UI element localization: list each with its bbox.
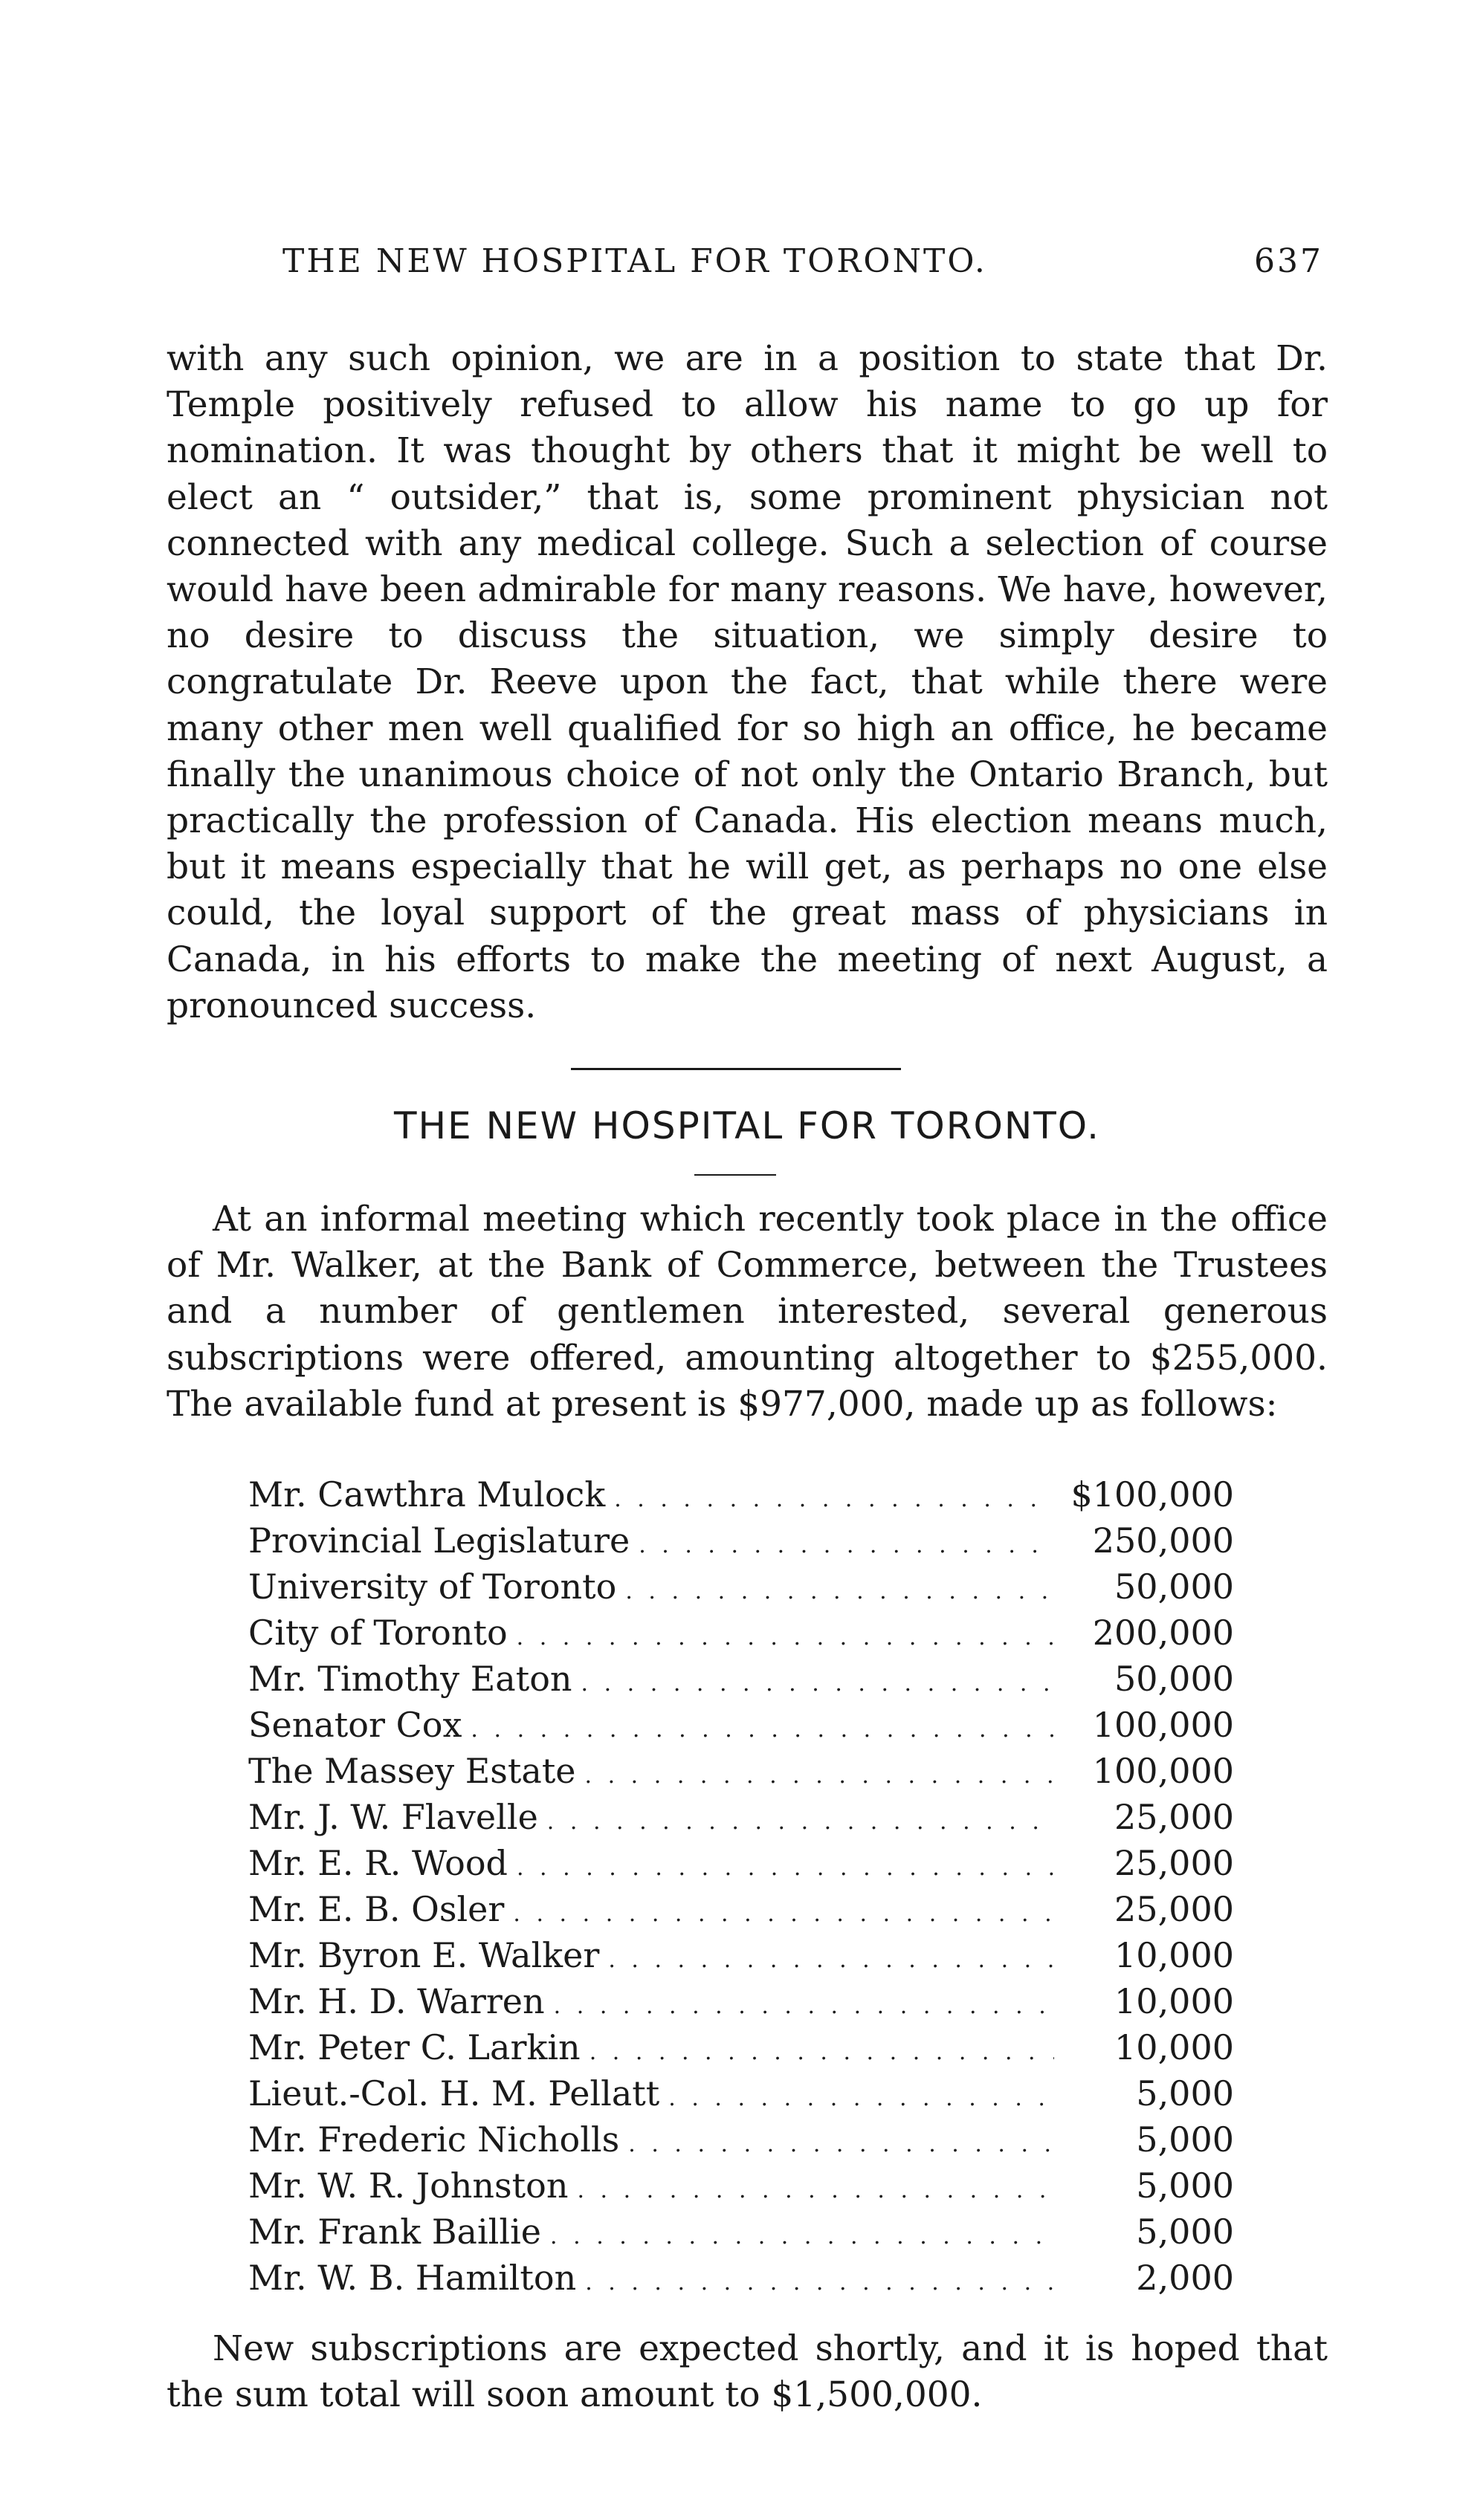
- subscription-amount: 5,000: [1136, 2119, 1234, 2160]
- subscriber-name: Mr. E. B. Osler: [248, 1889, 505, 1929]
- subscriber-name: Mr. Cawthra Mulock: [248, 1474, 606, 1515]
- subscription-row: [248, 1610, 1234, 1656]
- section-divider: [571, 1068, 901, 1070]
- subscriber-name: The Massey Estate: [248, 1751, 576, 1791]
- subscriber-name: Senator Cox: [248, 1705, 462, 1745]
- subscription-row: [248, 1702, 1234, 1748]
- dot-leader: [585, 2260, 1054, 2306]
- dot-leader: [668, 2076, 1054, 2122]
- subscription-row: [248, 2116, 1234, 2163]
- subscription-list: [248, 1471, 1234, 2301]
- subscription-row: [248, 2163, 1234, 2209]
- subscription-amount: $100,000: [1070, 1474, 1234, 1515]
- dot-leader: [585, 1753, 1054, 1799]
- subscription-amount: 5,000: [1136, 2166, 1234, 2206]
- meeting-paragraph: At an informal meeting which recently took place in the office of Mr. Walker, at the Bank of Commerce, between the Trustees and a number of gentlemen interested, several generous subscriptions were offered, amounting altogether to $255,000. The available fund at present is $977,000, made up as follows:: [167, 1199, 1328, 1425]
- dot-leader: [614, 1477, 1054, 1523]
- subscription-amount: 250,000: [1092, 1520, 1234, 1561]
- dot-leader: [550, 2214, 1054, 2260]
- subscription-row: [248, 1840, 1234, 1886]
- subscription-row: [248, 1564, 1234, 1610]
- subscription-row: [248, 2255, 1234, 2301]
- dot-leader: [554, 1983, 1054, 2030]
- dot-leader: [628, 2122, 1054, 2168]
- subscription-amount: 200,000: [1092, 1613, 1234, 1653]
- dot-leader: [547, 1799, 1054, 1845]
- dot-leader: [577, 2168, 1054, 2214]
- title-underline: [694, 1174, 776, 1176]
- subscriber-name: University of Toronto: [248, 1567, 617, 1607]
- subscriber-name: Mr. Byron E. Walker: [248, 1935, 600, 1975]
- subscriber-name: Mr. Peter C. Larkin: [248, 2027, 581, 2067]
- page-number: 637: [1254, 242, 1323, 280]
- dot-leader: [608, 1937, 1054, 1983]
- section-title: THE NEW HOSPITAL FOR TORONTO.: [393, 1104, 1101, 1147]
- subscription-row: [248, 1748, 1234, 1794]
- subscription-amount: 2,000: [1136, 2258, 1234, 2298]
- subscriber-name: Mr. Frederic Nicholls: [248, 2119, 620, 2160]
- subscriber-name: Mr. E. R. Wood: [248, 1843, 508, 1883]
- dot-leader: [581, 1661, 1054, 1707]
- dot-leader: [517, 1845, 1054, 1891]
- dot-leader: [639, 1523, 1054, 1569]
- subscription-amount: 5,000: [1136, 2212, 1234, 2252]
- subscription-row: [248, 1932, 1234, 1978]
- subscriber-name: Mr. Frank Baillie: [248, 2212, 542, 2252]
- subscription-amount: 10,000: [1114, 2027, 1234, 2067]
- dot-leader: [590, 2030, 1054, 2076]
- subscription-row: [248, 2209, 1234, 2255]
- dot-leader: [517, 1615, 1054, 1661]
- dot-leader: [513, 1891, 1054, 1937]
- subscription-amount: 100,000: [1092, 1751, 1234, 1791]
- running-title: THE NEW HOSPITAL FOR TORONTO.: [282, 242, 987, 280]
- subscription-row: [248, 1656, 1234, 1702]
- subscription-amount: 100,000: [1092, 1705, 1234, 1745]
- dot-leader: [625, 1569, 1054, 1615]
- subscription-row: [248, 1886, 1234, 1932]
- subscription-amount: 10,000: [1114, 1981, 1234, 2021]
- subscription-amount: 25,000: [1114, 1797, 1234, 1837]
- subscriber-name: Provincial Legislature: [248, 1520, 630, 1561]
- subscription-row: [248, 1794, 1234, 1840]
- subscriber-name: Mr. J. W. Flavelle: [248, 1797, 538, 1837]
- subscription-amount: 25,000: [1114, 1889, 1234, 1929]
- subscription-row: [248, 2024, 1234, 2070]
- subscriber-name: Mr. H. D. Warren: [248, 1981, 545, 2021]
- dot-leader: [471, 1707, 1054, 1753]
- subscription-amount: 25,000: [1114, 1843, 1234, 1883]
- subscription-row: [248, 1517, 1234, 1564]
- subscription-row: [248, 1978, 1234, 2024]
- closing-paragraph: New subscriptions are expected shortly, and it is hoped that the sum total will soon amount to $1,500,000.: [167, 2328, 1328, 2416]
- subscriber-name: Mr. W. R. Johnston: [248, 2166, 569, 2206]
- subscriber-name: Lieut.-Col. H. M. Pellatt: [248, 2073, 660, 2114]
- subscription-amount: 50,000: [1114, 1567, 1234, 1607]
- subscription-row: [248, 2070, 1234, 2116]
- subscriber-name: Mr. Timothy Eaton: [248, 1659, 572, 1699]
- subscriber-name: City of Toronto: [248, 1613, 508, 1653]
- subscriber-name: Mr. W. B. Hamilton: [248, 2258, 577, 2298]
- subscription-row: [248, 1471, 1234, 1517]
- intro-paragraph: with any such opinion, we are in a position to state that Dr. Temple positively refused to allow his name to go up for nomination. It was thought by others that it might be well to elect an “ outsider,” that is, some prominent physician not connected with any medical college. Such a selection of course would have been admirable for many reasons. We have, however, no desire to discuss the situation, we simply desire to congratulate Dr. Reeve upon the fact, that while there were many other men well qualified for so high an office, he became finally the unanimous choice of not only the Ontario Branch, but practically the profession of Canada. His election means much, but it means especially that he will get, as perhaps no one else could, the loyal support of the great mass of physicians in Canada, in his efforts to make the meeting of next August, a pronounced success.: [167, 338, 1328, 1026]
- subscription-amount: 10,000: [1114, 1935, 1234, 1975]
- subscription-amount: 5,000: [1136, 2073, 1234, 2114]
- subscription-amount: 50,000: [1114, 1659, 1234, 1699]
